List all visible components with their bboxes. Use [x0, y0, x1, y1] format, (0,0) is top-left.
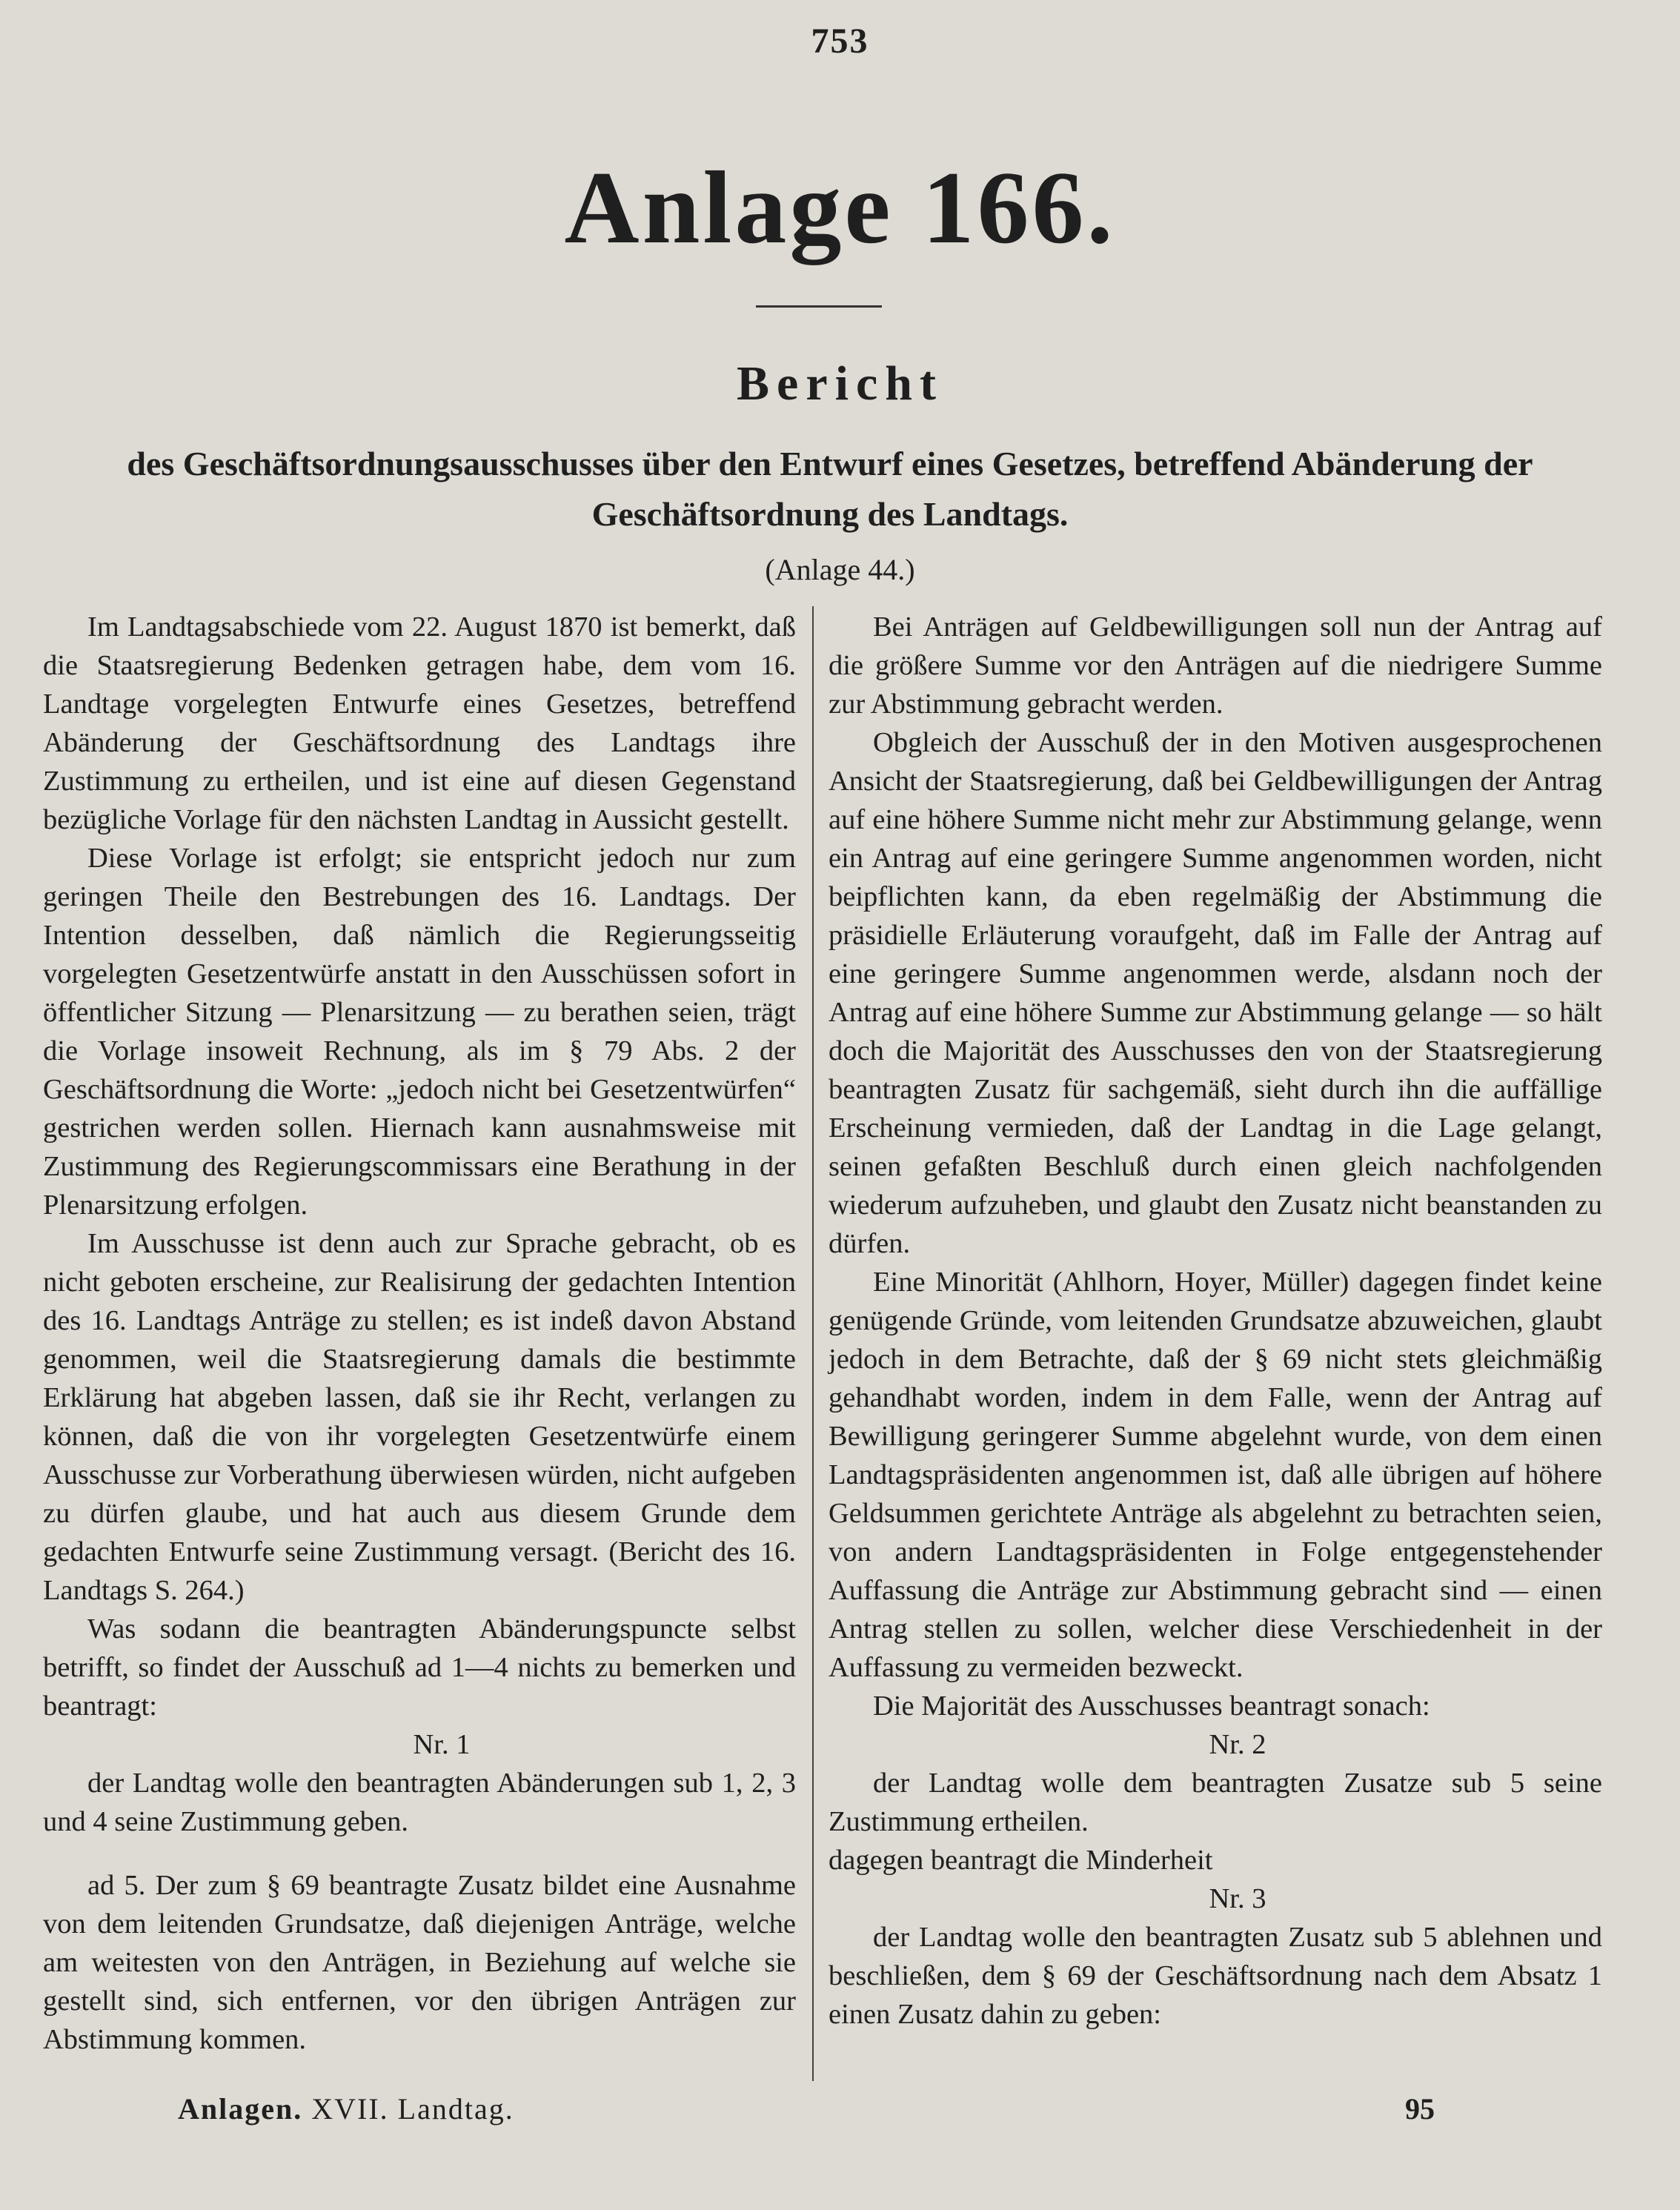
proposal-text: der Landtag wolle den beantragten Abänderungen sub 1, 2, 3 und 4 seine Zustimmung geben. — [43, 1768, 796, 1837]
footer-left — [178, 2091, 514, 2126]
right-column — [829, 608, 1602, 2034]
page-title: Anlage 166. — [564, 150, 1116, 265]
paragraph: ad 5. Der zum § 69 beantragte Zusatz bildet eine Ausnahme von dem leitenden Grundsatze, daß diejenigen Anträge, welche am weitesten von den Anträgen, in Beziehung auf welche sie gestellt sind, sich entfernen, vor den übrigen Anträgen zur Abstimmung kommen. — [43, 1870, 796, 2055]
paragraph: Im Landtagsabschiede vom 22. August 1870 ist bemerkt, daß die Staatsregierung Bedenken getragen habe, dem vom 16. Landtage vorgelegten Entwurfe eines Gesetzes, betreffend Abänderung der Geschäftsordnung des Landtags ihre Zustimmung zu ertheilen, und ist eine auf diesen Gegenstand bezügliche Vorlage für den nächsten Landtag in Aussicht gestellt. — [43, 611, 796, 835]
paragraph: Bei Anträgen auf Geldbewilligungen soll nun der Antrag auf die größere Summe vor den Anträgen auf die niedrigere Summe zur Abstimmung gebracht werden. — [829, 611, 1602, 720]
proposal-label: Nr. 2 — [1209, 1729, 1266, 1760]
proposal-label: Nr. 3 — [1209, 1883, 1266, 1914]
page-number: 753 — [811, 21, 869, 61]
proposal-label: Nr. 1 — [413, 1729, 471, 1760]
report-subtitle: des Geschäftsordnungsausschusses über den Entwurf eines Gesetzes, betreffend Abänderung der Geschäftsordnung des Landtags. — [127, 445, 1533, 533]
report-heading: Bericht — [737, 356, 943, 411]
paragraph: Was sodann die beantragten Abänderungspuncte selbst betrifft, so findet der Ausschuß ad 1—4 nichts zu bemerken und beantragt: — [43, 1613, 796, 1722]
paragraph: Diese Vorlage ist erfolgt; sie entspricht jedoch nur zum geringen Theile den Bestrebungen des 16. Landtags. Der Intention desselben, daß nämlich die Regierungsseitig vorgelegten Gesetzentwürfe anstatt in den Ausschüssen sofort in öffentlicher Sitzung — Plenarsitzung — zu berathen seien, trägt die Vorlage insoweit Rechnung, als im § 79 Abs. 2 der Geschäftsordnung die Worte: „jedoch nicht bei Gesetzentwürfen“ gestrichen werden sollen. Hiernach kann ausnahmsweise mit Zustimmung des Regierungscommissars eine Berathung in der Plenarsitzung erfolgen. — [43, 843, 796, 1221]
report-reference: (Anlage 44.) — [765, 553, 915, 586]
proposal-text: der Landtag wolle den beantragten Zusatz sub 5 ablehnen und beschließen, dem § 69 der Geschäftsordnung nach dem Absatz 1 einen Zusatz dahin zu geben: — [829, 1922, 1602, 2030]
footer-label: Anlagen. — [178, 2092, 303, 2126]
paragraph: Obgleich der Ausschuß der in den Motiven ausgesprochenen Ansicht der Staatsregierung, daß bei Geldbewilligungen der Antrag auf eine höhere Summe nicht mehr zur Abstimmung gelange, wenn ein Antrag auf eine geringere Summe angenommen worden, nicht beipflichten kann, da eben regelmäßig der Abstimmung die präsidielle Erläuterung voraufgeht, daß im Falle der Antrag auf eine geringere Summe angenommen werde, alsdann noch der Antrag auf eine höhere Summe zur Abstimmung gelange — so hält doch die Majorität des Ausschusses den von der Staatsregierung beantragten Zusatz für sachgemäß, sieht durch ihn die auffällige Erscheinung vermieden, daß der Landtag in die Lage gelangt, seinen gefaßten Beschluß durch einen gleich nachfolgenden wiederum aufzuheben, und glaubt den Zusatz nicht beanstanden zu dürfen. — [829, 727, 1602, 1259]
left-column — [43, 608, 796, 2059]
paragraph: Eine Minorität (Ahlhorn, Hoyer, Müller) dagegen findet keine genügende Gründe, vom leitenden Grundsatze abzuweichen, glaubt jedoch in dem Betrachte, daß der § 69 nicht stets gleichmäßig gehandhabt worden, indem in dem Falle, wenn der Antrag auf Bewilligung geringerer Summe abgelehnt wurde, von dem einen Landtagspräsidenten angenommen ist, daß alle übrigen auf höhere Geldsummen gerichtete Anträge als abgelehnt zu betrachten seien, von andern Landtagspräsidenten in Folge entgegenstehender Auffassung die Anträge zur Abstimmung gebracht sind — einen Antrag stellen zu sollen, welcher diese Verschiedenheit in der Auffassung zu vermeiden bezweckt. — [829, 1267, 1602, 1683]
minority-intro: dagegen beantragt die Minderheit — [829, 1845, 1213, 1876]
column-divider — [812, 606, 814, 2081]
footer-sheet-number: 95 — [1405, 2092, 1435, 2126]
paragraph: Im Ausschusse ist denn auch zur Sprache gebracht, ob es nicht geboten erscheine, zur Realisirung der gedachten Intention des 16. Landtags Anträge zu stellen; es ist indeß davon Abstand genommen, weil die Staatsregierung damals die bestimmte Erklärung hat abgeben lassen, daß sie ihr Recht, verlangen zu können, daß die von ihr vorgelegten Gesetzentwürfe einem Ausschusse zur Vorberathung überwiesen würden, nicht aufgeben zu dürfen glaube, und hat auch aus diesem Grunde dem gedachten Entwurfe seine Zustimmung versagt. (Bericht des 16. Landtags S. 264.) — [43, 1228, 796, 1606]
paragraph: Die Majorität des Ausschusses beantragt sonach: — [873, 1690, 1430, 1722]
proposal-text: der Landtag wolle dem beantragten Zusatze sub 5 seine Zustimmung ertheilen. — [829, 1768, 1602, 1837]
title-divider — [756, 305, 882, 308]
spacer — [43, 1841, 796, 1866]
footer-session: XVII. Landtag. — [311, 2092, 514, 2126]
